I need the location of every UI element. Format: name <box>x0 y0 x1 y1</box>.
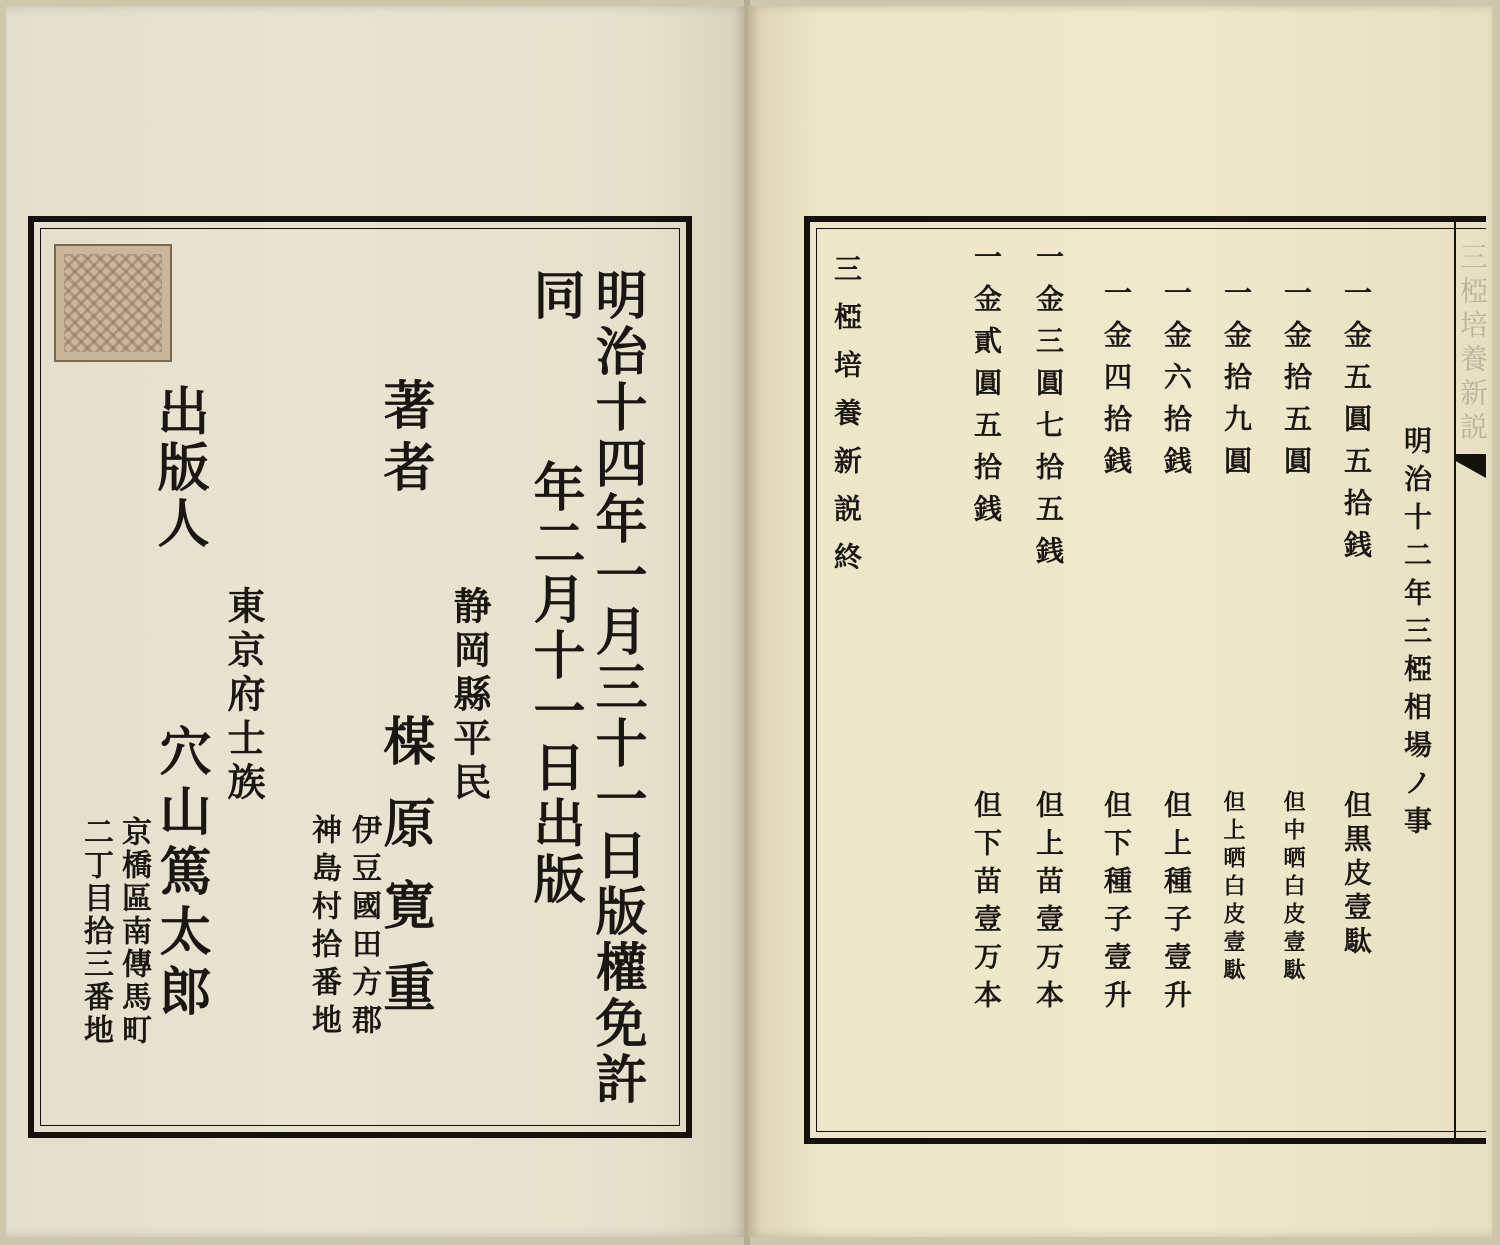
price-item: 一金四拾銭 <box>1100 278 1133 488</box>
publish-date: 年二月十一日出版 <box>524 460 585 908</box>
running-title: 三椏培養新説 <box>1456 242 1489 446</box>
text-frame <box>804 216 1489 1144</box>
price-note: 但下苗壹万本 <box>970 790 1003 1018</box>
price-item: 一金三圓七拾五銭 <box>1032 242 1065 578</box>
price-item: 一金拾五圓 <box>1280 278 1313 488</box>
closing-title: 三椏培養新説終 <box>830 254 863 590</box>
price-note: 但下種子壹升 <box>1100 790 1133 1018</box>
author-origin: 静岡縣平民 <box>447 586 492 806</box>
author-address-2: 神島村拾番地 <box>306 814 341 1042</box>
price-note: 但上晒白皮壹駄 <box>1220 790 1246 986</box>
permission-date: 明治十四年一月三十一日版權免許 <box>586 268 647 1108</box>
publisher-label: 出版人 <box>148 384 209 552</box>
price-note: 但上苗壹万本 <box>1032 790 1065 1018</box>
publisher-name: 穴山篤太郎 <box>150 724 211 1024</box>
publisher-address-1: 京橋區南傳馬町 <box>116 816 151 1047</box>
price-note: 但黒皮壹駄 <box>1340 790 1373 960</box>
price-item: 一金五圓五拾銭 <box>1340 278 1373 572</box>
author-name: 楳原寛重 <box>374 714 435 1042</box>
author-label: 著者 <box>374 378 435 502</box>
price-note: 但中晒白皮壹駄 <box>1280 790 1306 986</box>
publisher-origin: 東京府士族 <box>221 586 266 806</box>
left-page-colophon <box>6 6 746 1237</box>
library-seal-stamp <box>54 244 172 362</box>
publish-date-prefix: 同 <box>524 268 585 324</box>
price-item: 一金貳圓五拾銭 <box>970 242 1003 536</box>
price-item: 一金六拾銭 <box>1160 278 1193 488</box>
price-note: 但上種子壹升 <box>1160 790 1193 1018</box>
author-address-1: 伊豆國田方郡 <box>346 814 381 1042</box>
right-page-prices <box>748 6 1492 1237</box>
price-item: 一金拾九圓 <box>1220 278 1253 488</box>
price-heading: 明治十二年三椏相場ノ事 <box>1400 426 1433 844</box>
publisher-address-2: 二丁目拾三番地 <box>78 816 113 1047</box>
